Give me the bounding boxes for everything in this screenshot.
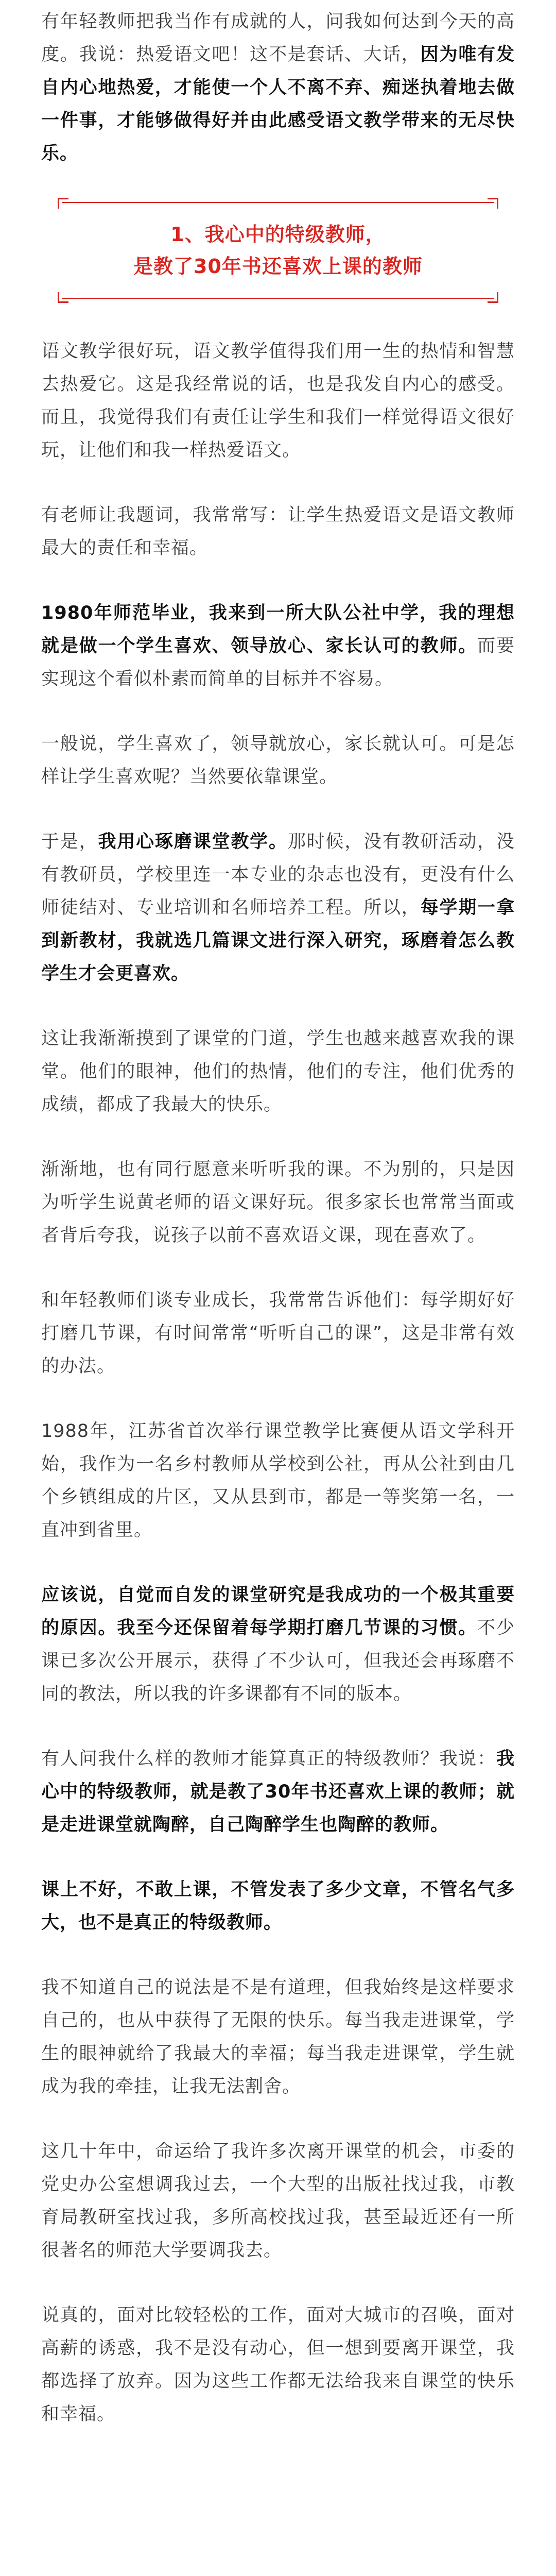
heading-top-rule [62,202,494,203]
intro-bold-text: 因为唯有发自内心地热爱，才能使一个人不离不弃、痴迷执着地去做一件事，才能够做得好并由此感受语文教学带来的无尽快乐。 [41,44,515,164]
paragraph-special-bold: 我心中的特级教师，就是教了30年书还喜欢上课的教师；就是走进课堂就陶醉，自己陶醉学生也陶醉的教师。 [41,1749,515,1835]
paragraph-1980 [41,597,515,696]
paragraph-study-bold-b: 我用心琢磨课堂教学。 [98,832,288,852]
paragraph-opportunities: 这几十年中，命运给了我许多次离开课堂的机会，市委的党史办公室想调我过去，一个大型的出版社找过我，市教育局教研室找过我，多所高校找过我，甚至最近还有一所很著名的师范大学要调我去。 [41,2141,515,2261]
heading-bottom-rule [62,298,494,299]
heading-line-1: 1、我心中的特级教师， [170,223,386,246]
paragraph-gave-up: 说真的，面对比较轻松的工作，面对大城市的召唤，面对高薪的诱惑，我不是没有动心，但一想到要离开课堂，我都选择了放弃。因为这些工作都无法给我来自课堂的快乐和幸福。 [41,2305,515,2425]
paragraph-classroom-doorway: 这让我渐渐摸到了课堂的门道，学生也越来越喜欢我的课堂。他们的眼神，他们的热情，他们的专注，他们优秀的成绩，都成了我最大的快乐。 [41,1028,515,1115]
paragraph-1988: 1988年，江苏省首次举行课堂教学比赛便从语文学科开始，我作为一名乡村教师从学校到公社，再从公社到由几个乡镇组成的片区，又从县到市，都是一等奖第一名，一直冲到省里。 [41,1421,515,1540]
paragraph-study-classroom [41,825,515,990]
paragraph-colleagues: 渐渐地，也有同行愿意来听听我的课。不为别的，只是因为听学生说黄老师的语文课好玩。很多家长也常常当面或者背后夸我，说孩子以前不喜欢语文课，现在喜欢了。 [41,1159,515,1246]
paragraph-special-teacher [41,1742,515,1841]
paragraph-inscription: 有老师让我题词，我常常写：让学生热爱语文是语文教师最大的责任和幸福。 [41,505,515,558]
paragraph-study-text-c: 那时候，没有教研活动，没有教研员，学校里连一本专业的杂志也没有，更没有什么师徒结对、专业培训和名师培养工程。所以， [41,832,515,918]
intro-text: 有年轻教师把我当作有成就的人，问我如何达到今天的高度。我说：热爱语文吧！这不是套话、大话， [41,11,515,65]
paragraph-special-text: 有人问我什么样的教师才能算真正的特级教师？我说： [41,1749,496,1769]
heading-corner-decoration [58,198,68,209]
paragraph-success-reason [41,1579,515,1710]
paragraph-1980-text: 而要实现这个看似朴素而简单的目标并不容易。 [41,636,515,689]
section-heading [62,202,494,299]
heading-line-2: 是教了30年书还喜欢上课的教师 [133,255,423,278]
paragraph-students-like: 一般说，学生喜欢了，领导就放心，家长就认可。可是怎样让学生喜欢呢？当然要依靠课堂。 [41,734,515,787]
paragraph-study-text-a: 于是， [41,832,98,852]
paragraph-success-text: 不少课已多次公开展示，获得了不少认可，但我还会再琢磨不同的教法，所以我的许多课都有不同的版本。 [41,1618,515,1704]
intro-paragraph [41,5,515,170]
paragraph-study-bold-d: 每学期一拿到新教材，我就选几篇课文进行深入研究，琢磨着怎么教学生才会更喜欢。 [41,897,515,984]
heading-corner-decoration [488,198,498,209]
paragraph-not-special: 课上不好，不敢上课，不管发表了多少文章，不管名气多大，也不是真正的特级教师。 [41,1879,515,1933]
paragraph-teaching-fun: 语文教学很好玩，语文教学值得我们用一生的热情和智慧去热爱它。这是我经常说的话，也是我发自内心的感受。而且，我觉得我们有责任让学生和我们一样觉得语文很好玩，让他们和我一样热爱语文。 [41,341,515,461]
paragraph-1980-bold: 1980年师范毕业，我来到一所大队公社中学，我的理想就是做一个学生喜欢、领导放心、家长认可的教师。 [41,603,515,656]
paragraph-happiness: 我不知道自己的说法是不是有道理，但我始终是这样要求自己的，也从中获得了无限的快乐。每当我走进课堂，学生的眼神就给了我最大的幸福；每当我走进课堂，学生就成为我的牵挂，让我无法割舍。 [41,1977,515,2097]
paragraph-young-teachers: 和年轻教师们谈专业成长，我常常告诉他们：每学期好好打磨几节课，有时间常常“听听自己的课”，这是非常有效的办法。 [41,1290,515,1377]
paragraph-success-bold: 应该说，自觉而自发的课堂研究是我成功的一个极其重要的原因。我至今还保留着每学期打磨几节课的习惯。 [41,1585,515,1638]
